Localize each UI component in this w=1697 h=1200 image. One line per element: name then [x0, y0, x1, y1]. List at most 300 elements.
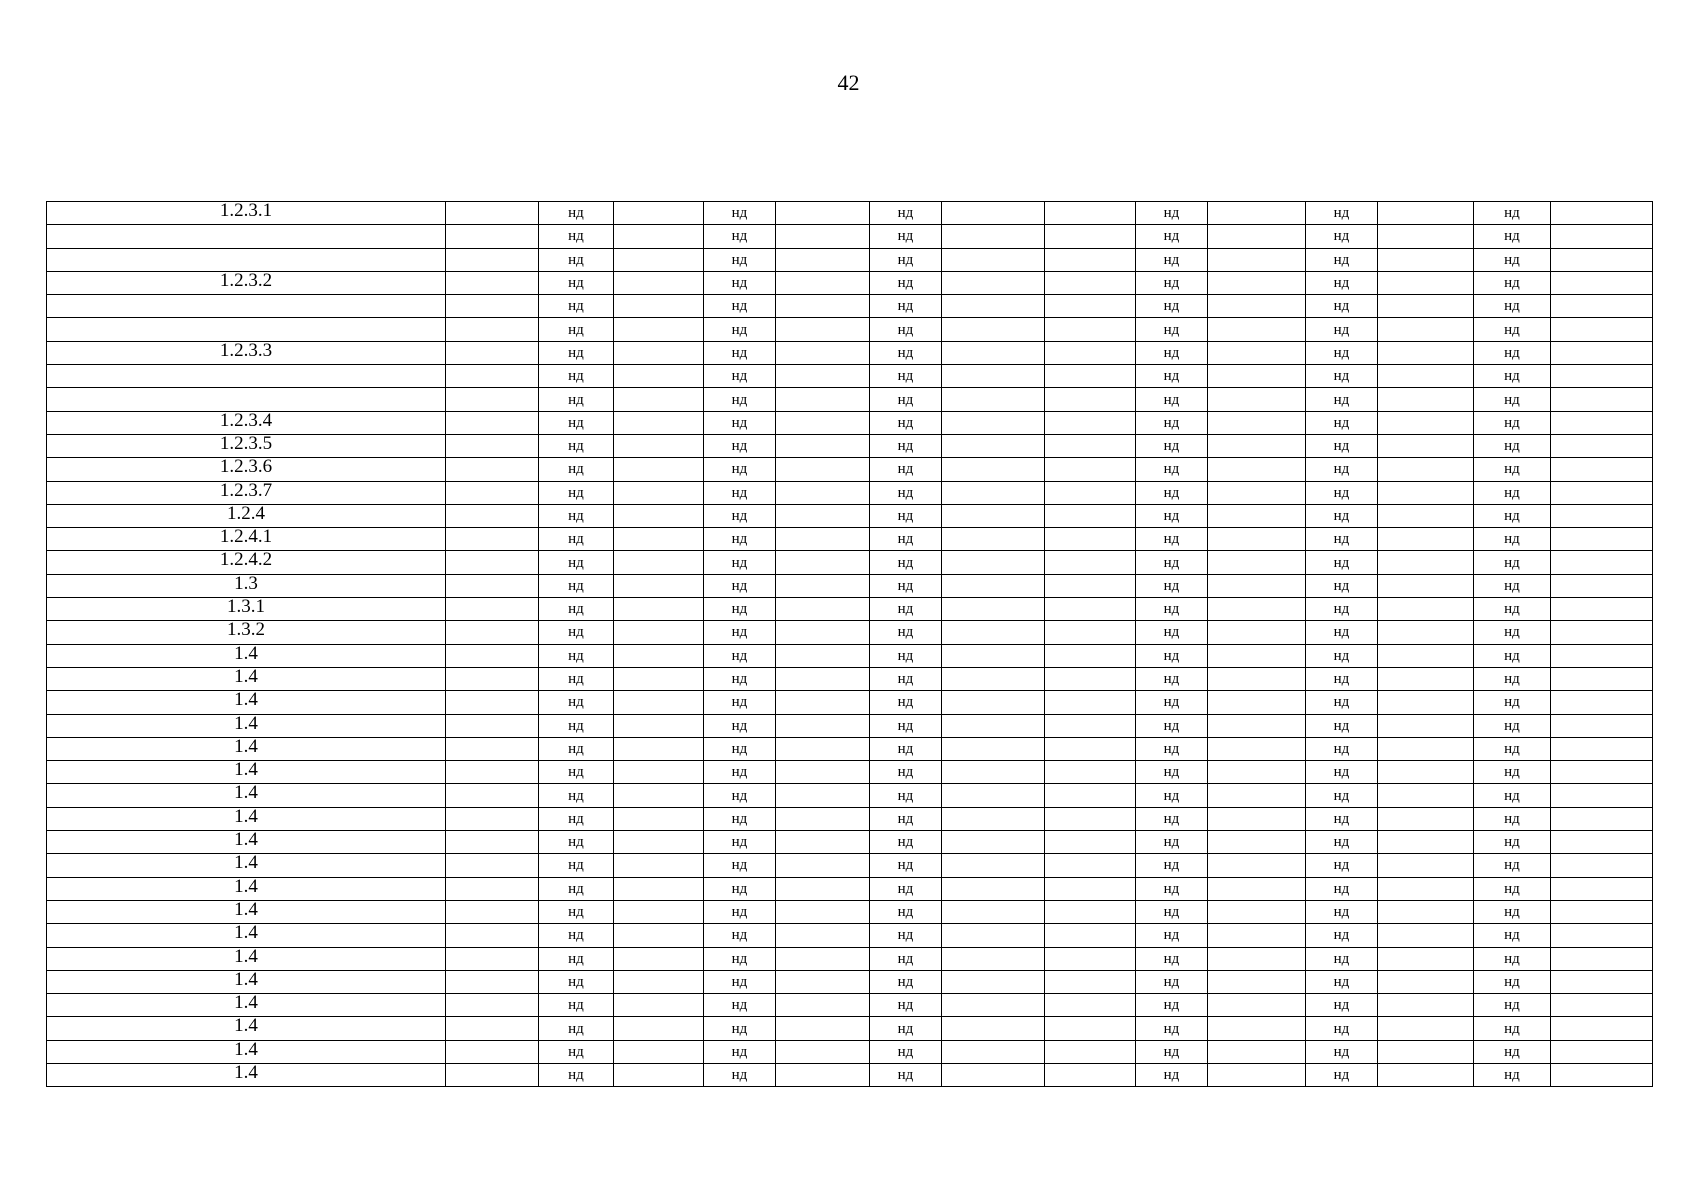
empty-cell — [776, 481, 870, 504]
nd-cell: нд — [539, 691, 614, 714]
empty-cell — [776, 341, 870, 364]
table-row — [47, 947, 1653, 970]
empty-cell — [1551, 924, 1653, 947]
nd-cell: нд — [1136, 388, 1208, 411]
nd-cell: нд — [704, 970, 776, 993]
empty-cell — [446, 737, 539, 760]
empty-cell — [614, 1040, 704, 1063]
empty-cell — [1045, 691, 1136, 714]
empty-cell — [1045, 365, 1136, 388]
empty-cell — [614, 248, 704, 271]
nd-cell: нд — [1136, 271, 1208, 294]
nd-cell: нд — [539, 807, 614, 830]
empty-cell — [1378, 761, 1474, 784]
empty-cell — [1208, 714, 1306, 737]
table-row — [47, 784, 1653, 807]
row-code-cell: 1.4 — [47, 877, 446, 900]
empty-cell — [1045, 225, 1136, 248]
empty-cell — [1378, 225, 1474, 248]
nd-cell: нд — [539, 481, 614, 504]
empty-cell — [1378, 877, 1474, 900]
empty-cell — [1378, 504, 1474, 527]
empty-cell — [942, 761, 1045, 784]
nd-cell: нд — [1306, 970, 1378, 993]
nd-cell: нд — [870, 900, 942, 923]
nd-cell: нд — [1306, 1040, 1378, 1063]
empty-cell — [1378, 551, 1474, 574]
empty-cell — [942, 528, 1045, 551]
table-row — [47, 714, 1653, 737]
nd-cell: нд — [1306, 947, 1378, 970]
row-code-cell: 1.4 — [47, 784, 446, 807]
nd-cell: нд — [870, 807, 942, 830]
nd-cell: нд — [539, 388, 614, 411]
empty-cell — [1208, 551, 1306, 574]
empty-cell — [446, 900, 539, 923]
empty-cell — [1551, 621, 1653, 644]
nd-cell: нд — [1306, 318, 1378, 341]
nd-cell: нд — [1306, 598, 1378, 621]
nd-cell: нд — [1474, 481, 1551, 504]
nd-cell: нд — [1306, 667, 1378, 690]
table-row — [47, 1040, 1653, 1063]
row-code-cell: 1.4 — [47, 831, 446, 854]
empty-cell — [446, 528, 539, 551]
empty-cell — [1045, 388, 1136, 411]
empty-cell — [942, 807, 1045, 830]
empty-cell — [446, 388, 539, 411]
nd-cell: нд — [704, 667, 776, 690]
nd-cell: нд — [1474, 318, 1551, 341]
row-code-cell: 1.4 — [47, 761, 446, 784]
nd-cell: нд — [1474, 761, 1551, 784]
empty-cell — [1045, 248, 1136, 271]
empty-cell — [1208, 271, 1306, 294]
empty-cell — [942, 318, 1045, 341]
empty-cell — [1208, 621, 1306, 644]
empty-cell — [446, 598, 539, 621]
nd-cell: нд — [1474, 341, 1551, 364]
empty-cell — [942, 551, 1045, 574]
nd-cell: нд — [1306, 551, 1378, 574]
nd-cell: нд — [1474, 970, 1551, 993]
nd-cell: нд — [704, 1017, 776, 1040]
empty-cell — [446, 994, 539, 1017]
table-row — [47, 225, 1653, 248]
empty-cell — [942, 784, 1045, 807]
nd-cell: нд — [1136, 551, 1208, 574]
data-table — [46, 201, 1653, 1087]
empty-cell — [1045, 970, 1136, 993]
empty-cell — [614, 504, 704, 527]
empty-cell — [1208, 877, 1306, 900]
empty-cell — [614, 924, 704, 947]
nd-cell: нд — [870, 365, 942, 388]
nd-cell: нд — [1136, 318, 1208, 341]
empty-cell — [614, 551, 704, 574]
row-code-cell: 1.2.3.5 — [47, 434, 446, 457]
nd-cell: нд — [1474, 947, 1551, 970]
row-code-cell: 1.3.2 — [47, 621, 446, 644]
empty-cell — [1378, 318, 1474, 341]
table-row — [47, 924, 1653, 947]
empty-cell — [446, 1017, 539, 1040]
table-row — [47, 248, 1653, 271]
empty-cell — [446, 714, 539, 737]
nd-cell: нд — [539, 202, 614, 225]
empty-cell — [776, 807, 870, 830]
empty-cell — [942, 621, 1045, 644]
nd-cell: нд — [704, 947, 776, 970]
empty-cell — [1045, 458, 1136, 481]
nd-cell: нд — [704, 528, 776, 551]
row-code-cell: 1.2.3.4 — [47, 411, 446, 434]
nd-cell: нд — [870, 598, 942, 621]
empty-cell — [776, 877, 870, 900]
nd-cell: нд — [1306, 621, 1378, 644]
nd-cell: нд — [704, 854, 776, 877]
nd-cell: нд — [1474, 644, 1551, 667]
empty-cell — [446, 504, 539, 527]
nd-cell: нд — [704, 761, 776, 784]
empty-cell — [776, 365, 870, 388]
nd-cell: нд — [704, 202, 776, 225]
nd-cell: нд — [870, 271, 942, 294]
nd-cell: нд — [704, 994, 776, 1017]
empty-cell — [446, 691, 539, 714]
empty-cell — [1045, 807, 1136, 830]
nd-cell: нд — [1306, 341, 1378, 364]
nd-cell: нд — [1136, 295, 1208, 318]
empty-cell — [776, 504, 870, 527]
row-code-cell: 1.4 — [47, 924, 446, 947]
empty-cell — [1045, 551, 1136, 574]
empty-cell — [942, 365, 1045, 388]
empty-cell — [1045, 1017, 1136, 1040]
empty-cell — [446, 202, 539, 225]
empty-cell — [776, 411, 870, 434]
nd-cell: нд — [1306, 644, 1378, 667]
empty-cell — [614, 318, 704, 341]
nd-cell: нд — [1474, 994, 1551, 1017]
empty-cell — [1551, 202, 1653, 225]
table-row — [47, 994, 1653, 1017]
empty-cell — [942, 691, 1045, 714]
empty-cell — [614, 574, 704, 597]
empty-cell — [776, 1017, 870, 1040]
table-row — [47, 598, 1653, 621]
table-row — [47, 295, 1653, 318]
nd-cell: нд — [539, 877, 614, 900]
nd-cell: нд — [1306, 1017, 1378, 1040]
row-code-cell: 1.2.4.1 — [47, 528, 446, 551]
empty-cell — [1378, 900, 1474, 923]
empty-cell — [776, 458, 870, 481]
empty-cell — [446, 341, 539, 364]
nd-cell: нд — [1136, 341, 1208, 364]
empty-cell — [614, 644, 704, 667]
table-row — [47, 667, 1653, 690]
empty-cell — [942, 411, 1045, 434]
table-row — [47, 900, 1653, 923]
nd-cell: нд — [1136, 365, 1208, 388]
table-row — [47, 644, 1653, 667]
empty-cell — [446, 574, 539, 597]
empty-cell — [1208, 994, 1306, 1017]
nd-cell: нд — [1136, 900, 1208, 923]
nd-cell: нд — [1306, 248, 1378, 271]
nd-cell: нд — [704, 341, 776, 364]
empty-cell — [1378, 970, 1474, 993]
nd-cell: нд — [870, 481, 942, 504]
empty-cell — [1208, 202, 1306, 225]
empty-cell — [942, 970, 1045, 993]
row-code-cell — [47, 295, 446, 318]
nd-cell: нд — [870, 434, 942, 457]
empty-cell — [776, 202, 870, 225]
table-row — [47, 504, 1653, 527]
empty-cell — [614, 994, 704, 1017]
empty-cell — [614, 784, 704, 807]
empty-cell — [614, 598, 704, 621]
nd-cell: нд — [870, 714, 942, 737]
empty-cell — [1551, 970, 1653, 993]
empty-cell — [1378, 1040, 1474, 1063]
empty-cell — [614, 295, 704, 318]
empty-cell — [1551, 1063, 1653, 1086]
empty-cell — [446, 458, 539, 481]
row-code-cell: 1.4 — [47, 644, 446, 667]
empty-cell — [1208, 434, 1306, 457]
empty-cell — [776, 644, 870, 667]
nd-cell: нд — [539, 1063, 614, 1086]
nd-cell: нд — [870, 551, 942, 574]
empty-cell — [1208, 924, 1306, 947]
empty-cell — [942, 225, 1045, 248]
nd-cell: нд — [870, 1017, 942, 1040]
nd-cell: нд — [539, 644, 614, 667]
row-code-cell — [47, 365, 446, 388]
row-code-cell: 1.2.3.3 — [47, 341, 446, 364]
empty-cell — [446, 831, 539, 854]
empty-cell — [776, 434, 870, 457]
nd-cell: нд — [1474, 807, 1551, 830]
empty-cell — [1208, 644, 1306, 667]
nd-cell: нд — [870, 225, 942, 248]
nd-cell: нд — [1474, 667, 1551, 690]
empty-cell — [942, 667, 1045, 690]
empty-cell — [942, 574, 1045, 597]
empty-cell — [776, 318, 870, 341]
empty-cell — [1378, 271, 1474, 294]
empty-cell — [776, 1040, 870, 1063]
nd-cell: нд — [1474, 854, 1551, 877]
empty-cell — [1045, 667, 1136, 690]
empty-cell — [1208, 761, 1306, 784]
empty-cell — [1045, 994, 1136, 1017]
nd-cell: нд — [704, 271, 776, 294]
empty-cell — [776, 924, 870, 947]
nd-cell: нд — [1474, 784, 1551, 807]
nd-cell: нд — [1136, 1063, 1208, 1086]
empty-cell — [942, 1040, 1045, 1063]
nd-cell: нд — [704, 598, 776, 621]
empty-cell — [446, 807, 539, 830]
empty-cell — [614, 714, 704, 737]
empty-cell — [614, 761, 704, 784]
empty-cell — [1551, 900, 1653, 923]
nd-cell: нд — [539, 598, 614, 621]
empty-cell — [1551, 831, 1653, 854]
empty-cell — [1208, 1063, 1306, 1086]
table-row — [47, 807, 1653, 830]
table-row — [47, 434, 1653, 457]
nd-cell: нд — [1474, 714, 1551, 737]
nd-cell: нд — [1136, 667, 1208, 690]
empty-cell — [1551, 528, 1653, 551]
nd-cell: нд — [704, 1063, 776, 1086]
nd-cell: нд — [704, 318, 776, 341]
nd-cell: нд — [1474, 900, 1551, 923]
row-code-cell: 1.4 — [47, 691, 446, 714]
empty-cell — [1551, 947, 1653, 970]
empty-cell — [1378, 807, 1474, 830]
empty-cell — [446, 924, 539, 947]
row-code-cell: 1.2.3.6 — [47, 458, 446, 481]
empty-cell — [776, 900, 870, 923]
row-code-cell — [47, 318, 446, 341]
empty-cell — [776, 271, 870, 294]
nd-cell: нд — [539, 551, 614, 574]
empty-cell — [776, 388, 870, 411]
empty-cell — [1551, 807, 1653, 830]
empty-cell — [776, 667, 870, 690]
nd-cell: нд — [1306, 877, 1378, 900]
nd-cell: нд — [704, 900, 776, 923]
nd-cell: нд — [539, 1040, 614, 1063]
nd-cell: нд — [1474, 598, 1551, 621]
nd-cell: нд — [870, 411, 942, 434]
empty-cell — [1208, 831, 1306, 854]
empty-cell — [1551, 341, 1653, 364]
empty-cell — [776, 551, 870, 574]
empty-cell — [1208, 341, 1306, 364]
nd-cell: нд — [704, 831, 776, 854]
nd-cell: нд — [539, 621, 614, 644]
empty-cell — [446, 434, 539, 457]
nd-cell: нд — [1474, 458, 1551, 481]
empty-cell — [614, 528, 704, 551]
nd-cell: нд — [704, 551, 776, 574]
nd-cell: нд — [1136, 434, 1208, 457]
nd-cell: нд — [1136, 644, 1208, 667]
empty-cell — [1551, 365, 1653, 388]
empty-cell — [614, 737, 704, 760]
row-code-cell: 1.4 — [47, 854, 446, 877]
nd-cell: нд — [870, 458, 942, 481]
nd-cell: нд — [1474, 1017, 1551, 1040]
empty-cell — [1378, 737, 1474, 760]
nd-cell: нд — [1474, 388, 1551, 411]
nd-cell: нд — [1136, 202, 1208, 225]
empty-cell — [776, 1063, 870, 1086]
nd-cell: нд — [1136, 481, 1208, 504]
empty-cell — [446, 1063, 539, 1086]
empty-cell — [614, 1017, 704, 1040]
nd-cell: нд — [1306, 458, 1378, 481]
nd-cell: нд — [704, 295, 776, 318]
empty-cell — [1208, 574, 1306, 597]
empty-cell — [1045, 644, 1136, 667]
nd-cell: нд — [1306, 434, 1378, 457]
nd-cell: нд — [1136, 761, 1208, 784]
table-row — [47, 970, 1653, 993]
empty-cell — [1378, 341, 1474, 364]
nd-cell: нд — [539, 667, 614, 690]
row-code-cell: 1.4 — [47, 1017, 446, 1040]
empty-cell — [1378, 784, 1474, 807]
empty-cell — [942, 202, 1045, 225]
empty-cell — [1208, 225, 1306, 248]
empty-cell — [1045, 434, 1136, 457]
empty-cell — [1208, 504, 1306, 527]
empty-cell — [776, 714, 870, 737]
empty-cell — [446, 225, 539, 248]
nd-cell: нд — [870, 737, 942, 760]
nd-cell: нд — [1474, 504, 1551, 527]
empty-cell — [446, 854, 539, 877]
empty-cell — [1551, 388, 1653, 411]
nd-cell: нд — [539, 784, 614, 807]
nd-cell: нд — [1136, 528, 1208, 551]
nd-cell: нд — [870, 1063, 942, 1086]
empty-cell — [942, 458, 1045, 481]
empty-cell — [1378, 621, 1474, 644]
nd-cell: нд — [539, 761, 614, 784]
nd-cell: нд — [870, 621, 942, 644]
empty-cell — [942, 1063, 1045, 1086]
empty-cell — [776, 947, 870, 970]
nd-cell: нд — [870, 924, 942, 947]
empty-cell — [1551, 667, 1653, 690]
empty-cell — [776, 598, 870, 621]
empty-cell — [1208, 807, 1306, 830]
nd-cell: нд — [1136, 924, 1208, 947]
nd-cell: нд — [1136, 947, 1208, 970]
nd-cell: нд — [704, 248, 776, 271]
empty-cell — [614, 225, 704, 248]
table-row — [47, 854, 1653, 877]
nd-cell: нд — [1474, 225, 1551, 248]
row-code-cell — [47, 248, 446, 271]
table-row — [47, 761, 1653, 784]
nd-cell: нд — [539, 737, 614, 760]
nd-cell: нд — [539, 1017, 614, 1040]
nd-cell: нд — [1136, 598, 1208, 621]
table-row — [47, 551, 1653, 574]
nd-cell: нд — [1306, 365, 1378, 388]
empty-cell — [1208, 318, 1306, 341]
empty-cell — [446, 667, 539, 690]
empty-cell — [942, 295, 1045, 318]
table-row — [47, 574, 1653, 597]
row-code-cell: 1.2.4.2 — [47, 551, 446, 574]
table-row — [47, 528, 1653, 551]
nd-cell: нд — [1136, 1040, 1208, 1063]
empty-cell — [942, 341, 1045, 364]
empty-cell — [776, 691, 870, 714]
row-code-cell: 1.4 — [47, 714, 446, 737]
